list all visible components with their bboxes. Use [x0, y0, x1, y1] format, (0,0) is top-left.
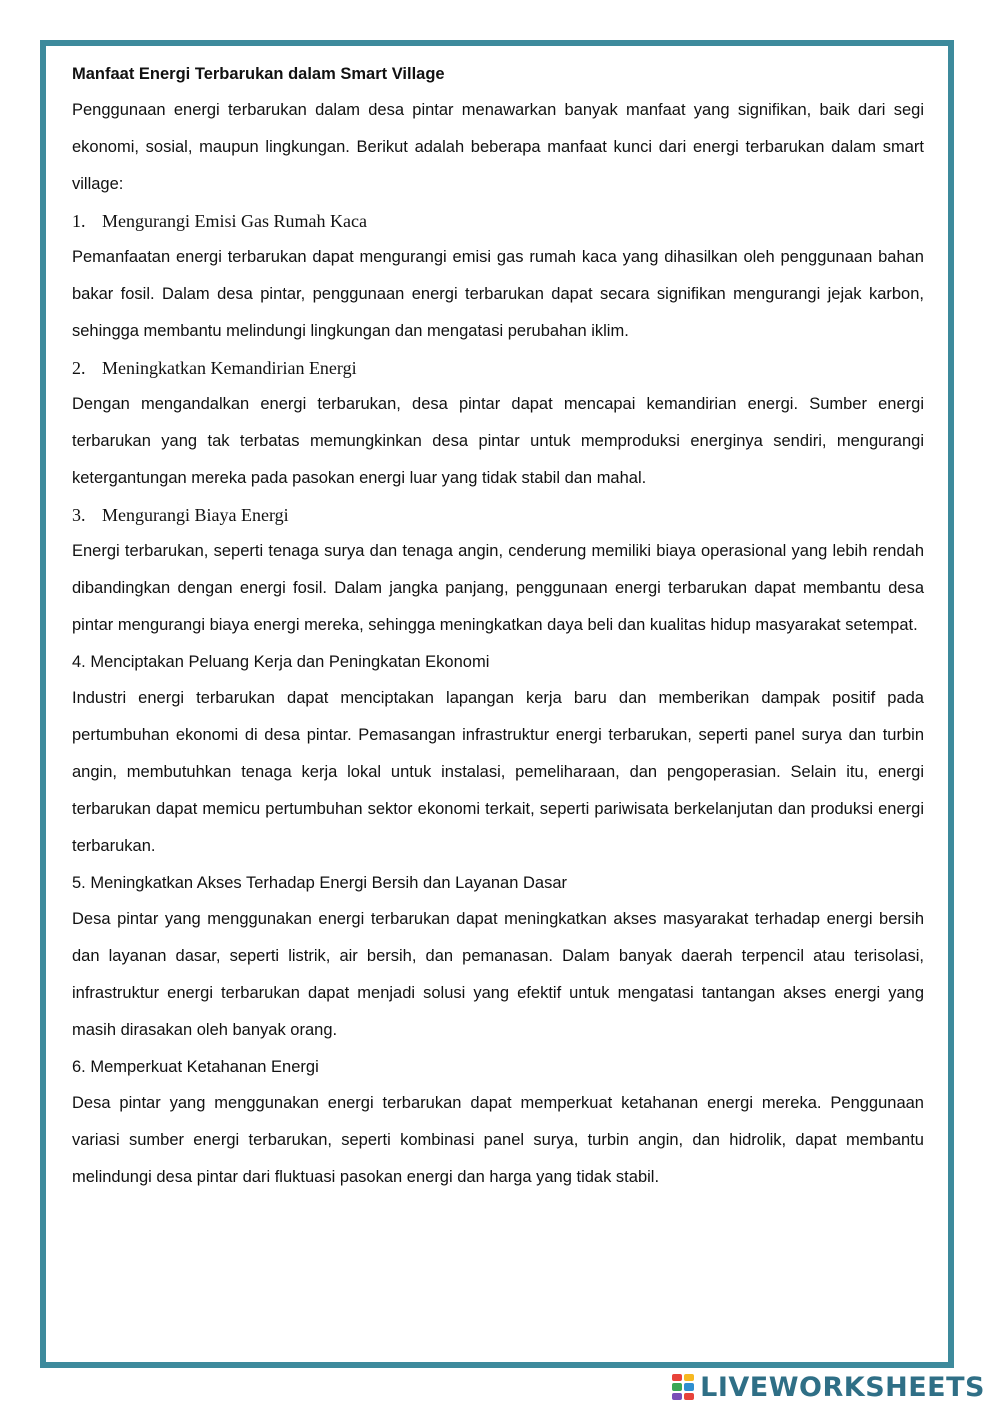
intro-paragraph: Penggunaan energi terbarukan dalam desa pintar menawarkan banyak manfaat yang signifikan, baik dari segi ekonomi, sosial, maupun lingkungan. Berikut adalah beberapa manfaat kunci dari energi terbarukan dalam smart village:: [72, 101, 924, 193]
section-5-heading: 5. Meningkatkan Akses Terhadap Energi Bersih dan Layanan Dasar: [72, 874, 568, 892]
section-1-heading: [72, 203, 924, 239]
section-2-heading-text: Meningkatkan Kemandirian Energi: [102, 358, 357, 378]
section-6-heading: 6. Memperkuat Ketahanan Energi: [72, 1058, 319, 1076]
section-1-body: Pemanfaatan energi terbarukan dapat mengurangi emisi gas rumah kaca yang dihasilkan oleh penggunaan bahan bakar fosil. Dalam desa pintar, penggunaan energi terbarukan dapat secara signifikan mengurangi jejak karbon, sehingga membantu melindungi lingkungan dan mengatasi perubahan iklim.: [72, 248, 924, 340]
logo-square: [672, 1374, 682, 1381]
section-1-number: 1.: [72, 211, 86, 231]
section-2-heading: [72, 350, 924, 386]
liveworksheets-logo-icon: [672, 1374, 694, 1400]
logo-text: LIVEWORKSHEETS: [700, 1371, 985, 1403]
logo-square: [672, 1383, 682, 1390]
section-4-heading: 4. Menciptakan Peluang Kerja dan Peningkatan Ekonomi: [72, 653, 490, 671]
liveworksheets-logo[interactable]: [672, 1369, 985, 1405]
document-content: [72, 56, 924, 1196]
section-6-body: Desa pintar yang menggunakan energi terbarukan dapat memperkuat ketahanan energi mereka. Penggunaan variasi sumber energi terbarukan, seperti kombinasi panel surya, turbin angin, dan hidrolik, dapat membantu melindungi desa pintar dari fluktuasi pasokan energi dan harga yang tidak stabil.: [72, 1094, 924, 1186]
document-title: Manfaat Energi Terbarukan dalam Smart Village: [72, 65, 445, 83]
logo-square: [684, 1383, 694, 1390]
section-2-number: 2.: [72, 358, 86, 378]
section-2-body: Dengan mengandalkan energi terbarukan, desa pintar dapat mencapai kemandirian energi. Sumber energi terbarukan yang tak terbatas memungkinkan desa pintar untuk memproduksi energinya sendiri, mengurangi ketergantungan mereka pada pasokan energi luar yang tidak stabil dan mahal.: [72, 395, 924, 487]
section-3-heading: [72, 497, 924, 533]
section-5-body: Desa pintar yang menggunakan energi terbarukan dapat meningkatkan akses masyarakat terhadap energi bersih dan layanan dasar, seperti listrik, air bersih, dan pemanasan. Dalam banyak daerah terpencil atau terisolasi, infrastruktur energi terbarukan dapat menjadi solusi yang efektif untuk mengatasi tantangan akses energi yang masih dirasakan oleh banyak orang.: [72, 910, 924, 1039]
section-1-heading-text: Mengurangi Emisi Gas Rumah Kaca: [102, 211, 367, 231]
section-3-body: Energi terbarukan, seperti tenaga surya dan tenaga angin, cenderung memiliki biaya operasional yang lebih rendah dibandingkan dengan energi fosil. Dalam jangka panjang, penggunaan energi terbarukan dapat membantu desa pintar mengurangi biaya energi mereka, sehingga meningkatkan daya beli dan kualitas hidup masyarakat setempat.: [72, 542, 924, 634]
logo-square: [684, 1374, 694, 1381]
section-3-number: 3.: [72, 505, 86, 525]
section-3-heading-text: Mengurangi Biaya Energi: [102, 505, 289, 525]
logo-square: [684, 1393, 694, 1400]
section-4-body: Industri energi terbarukan dapat menciptakan lapangan kerja baru dan memberikan dampak positif pada pertumbuhan ekonomi di desa pintar. Pemasangan infrastruktur energi terbarukan, seperti panel surya dan turbin angin, membutuhkan tenaga kerja lokal untuk instalasi, pemeliharaan, dan pengoperasian. Selain itu, energi terbarukan dapat memicu pertumbuhan sektor ekonomi terkait, seperti pariwisata berkelanjutan dan produksi energi terbarukan.: [72, 689, 924, 855]
logo-square: [672, 1393, 682, 1400]
